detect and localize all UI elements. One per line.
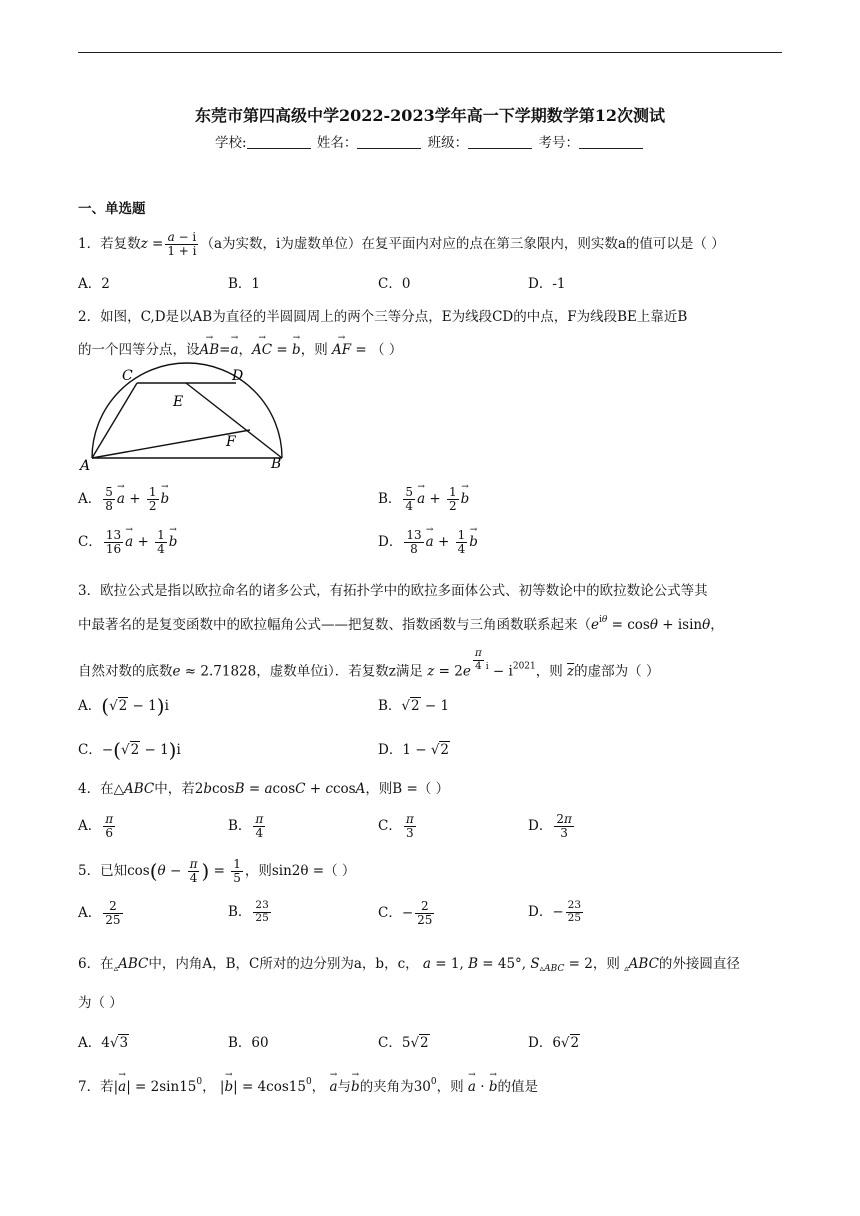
q3-option-a[interactable]: A．(√2 − 1)i: [78, 694, 169, 718]
question-3-line-2: 中最著名的是复变函数中的欧拉幅角公式——把复数、指数函数与三角函数联系起来（$e^{i\theta} = \cos\theta + isin\theta$，: [78, 615, 724, 633]
school-label: 学校:: [215, 135, 247, 151]
q5-option-a[interactable]: A． $\frac{2}{25}$: [78, 899, 121, 928]
q1-option-d[interactable]: D．-1: [528, 276, 566, 292]
label-a: A: [80, 458, 91, 474]
segment-ac: [92, 383, 137, 458]
q3-option-b[interactable]: B．√2 − 1: [378, 698, 450, 714]
name-label: 姓名：: [316, 135, 358, 151]
semicircle-figure: [78, 362, 298, 474]
q2-option-b[interactable]: B． $\frac{5}{4}$ → a + $\frac{1}{2}$ → b: [378, 486, 469, 513]
q5-option-c[interactable]: C．− $\frac{2}{25}$: [378, 899, 433, 928]
question-3-line-1: 3．欧拉公式是指以欧拉命名的诸多公式，有拓扑学中的欧拉多面体公式、初等数论中的欧拉数论公式等其: [78, 583, 708, 599]
q6-option-c[interactable]: C．5√2: [378, 1035, 429, 1051]
q5-option-d[interactable]: D．− $\frac{23}{25}$: [528, 899, 582, 924]
q5-option-b[interactable]: B． $\frac{23}{25}$: [228, 899, 269, 924]
page-title: 东莞市第四高级中学2022-2023学年高一下学期数学第12次测试: [195, 106, 665, 125]
number-blank[interactable]: [579, 136, 643, 149]
q4-option-d[interactable]: D． $\frac{2\pi}{3}$: [528, 812, 572, 841]
q4-option-b[interactable]: B． $\frac{\pi}{4}$: [228, 812, 264, 841]
q6-option-a[interactable]: A．4√3: [78, 1035, 129, 1051]
question-7: 7．若|→ $a| = 2\sin 15^0$， |→ $b| = 4\cos 15^0$， → a与→ b的夹角为$30^0$，则 → a · → b的值是: [78, 1075, 538, 1095]
q4-option-c[interactable]: C． $\frac{\pi}{3}$: [378, 812, 414, 841]
question-2-line-2: 的一个四等分点，设→ AB=→ a，→ AC = → b，则 → AF = （ ）: [78, 338, 402, 358]
question-5: 5．已知cos(θ − $\frac{\pi}{4}$ ) = $\frac{1}{5}$ ，则sin2θ =（ ）: [78, 857, 356, 886]
q3-option-c[interactable]: C．−(√2 − 1)i: [78, 738, 181, 762]
section-title: 一、单选题: [78, 201, 146, 217]
school-blank[interactable]: [247, 136, 311, 149]
label-f: F: [226, 434, 236, 450]
question-6-line-1: 6．在$_▵$ABC中，内角A，B，C所对的边分别为a，b，c， a = 1, B = 45°, $S_{▵ABC} = 2$，则 $_▵$ABC的外接圆直径: [78, 956, 740, 974]
label-c: C: [122, 368, 133, 384]
number-label: 考号：: [538, 135, 579, 151]
q6-option-d[interactable]: D．6√2: [528, 1035, 580, 1051]
top-rule: [78, 52, 782, 53]
label-b: B: [271, 456, 282, 472]
student-info-line: [0, 131, 860, 151]
q3-option-d[interactable]: D．1 − √2: [378, 742, 450, 758]
question-1: 1．若复数z = $\frac{a - i}{1 + i}$ （a为实数，i为虚数单位）在复平面内对应的点在第三象限内，则实数a的值可以是（ ）: [78, 230, 725, 259]
q2-option-d[interactable]: D． $\frac{13}{8}$ → a + $\frac{1}{4}$ → b: [378, 529, 478, 556]
question-3-line-3: 自然对数的底数e ≈ 2.71828，虚数单位i）．若复数z满足 z = 2e $^{\frac{\pi}{4} i} - i^{2021}$，则 $\overline{z}$的虚部为（ ）: [78, 647, 660, 680]
label-e: E: [173, 394, 184, 410]
class-label: 班级：: [427, 135, 469, 151]
q4-option-a[interactable]: A． $\frac{\pi}{6}$: [78, 812, 114, 841]
q2-option-a[interactable]: A． $\frac{5}{8}$ → a + $\frac{1}{2}$ → b: [78, 486, 169, 513]
question-2-line-1: 2．如图，C,D是以AB为直径的半圆圆周上的两个三等分点，E为线段CD的中点，F为线段BE上靠近B: [78, 309, 688, 325]
question-6-line-2: 为（ ）: [78, 995, 123, 1011]
question-4: 4．在△ABC中，若2bcosB = acosC + ccosA，则B =（ ）: [78, 781, 450, 797]
label-d: D: [232, 368, 244, 384]
q1-fraction: $\frac{a - i}{1 + i}$: [167, 230, 197, 259]
q1-option-b[interactable]: B．1: [228, 276, 261, 292]
class-blank[interactable]: [468, 136, 532, 149]
q1-option-c[interactable]: C．0: [378, 276, 411, 292]
name-blank[interactable]: [357, 136, 421, 149]
q1-option-a[interactable]: A．2: [78, 276, 110, 292]
q2-option-c[interactable]: C． $\frac{13}{16}$ → a + $\frac{1}{4}$ → b: [78, 529, 177, 556]
q6-option-b[interactable]: B．60: [228, 1035, 269, 1051]
